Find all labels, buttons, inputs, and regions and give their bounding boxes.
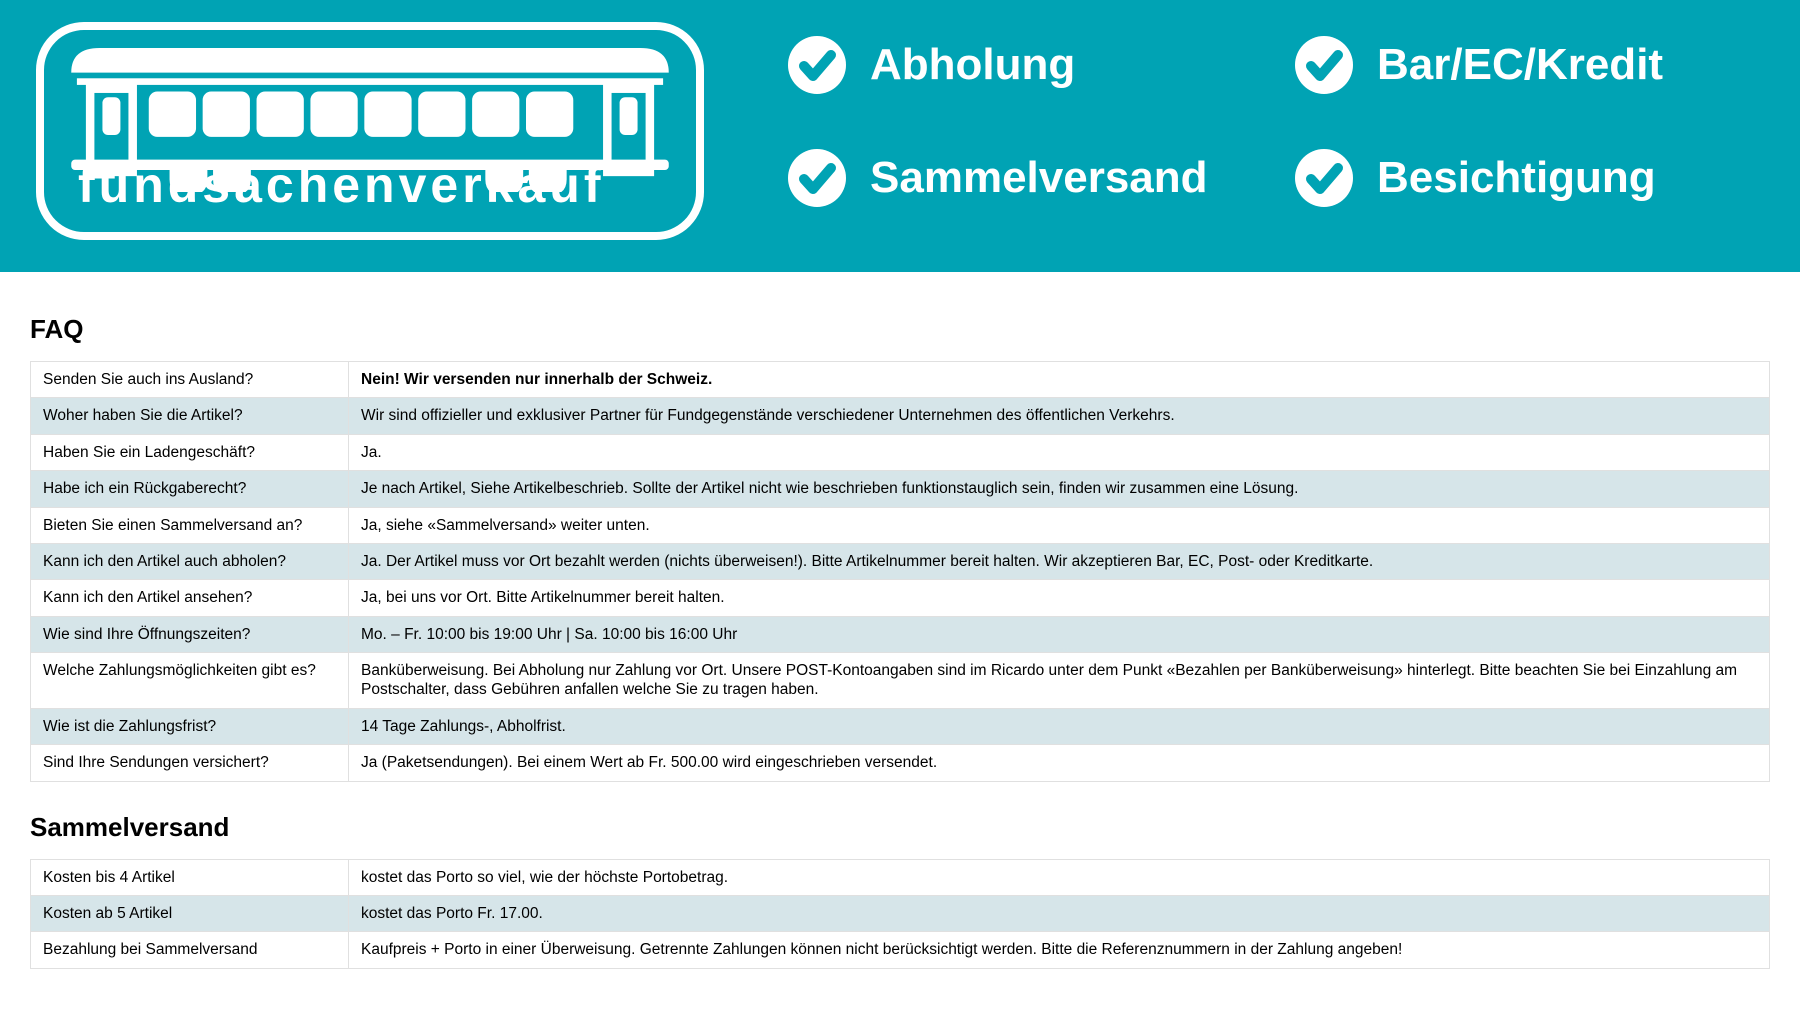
question-cell: Woher haben Sie die Artikel? (31, 398, 349, 434)
table-row (31, 471, 1770, 507)
feature-label: Besichtigung (1377, 153, 1656, 202)
answer-cell: kostet das Porto Fr. 17.00. (349, 895, 1770, 931)
sammelversand-title: Sammelversand (30, 811, 230, 842)
sammelversand-table-body (31, 859, 1770, 968)
question-cell: Sind Ihre Sendungen versichert? (31, 745, 349, 781)
faq-table (30, 361, 1770, 782)
answer-cell: Mo. – Fr. 10:00 bis 19:00 Uhr | Sa. 10:00 bis 16:00 Uhr (349, 616, 1770, 652)
check-circle-icon (1295, 36, 1353, 94)
table-row (31, 932, 1770, 968)
question-cell: Wie sind Ihre Öffnungszeiten? (31, 616, 349, 652)
question-cell: Haben Sie ein Ladengeschäft? (31, 434, 349, 470)
check-circle-icon (788, 149, 846, 207)
answer-cell: Ja, bei uns vor Ort. Bitte Artikelnummer bereit halten. (349, 580, 1770, 616)
answer-cell: kostet das Porto so viel, wie der höchste Portobetrag. (349, 859, 1770, 895)
table-row (31, 653, 1770, 709)
table-row (31, 580, 1770, 616)
question-cell: Habe ich ein Rückgaberecht? (31, 471, 349, 507)
header-banner (0, 0, 1800, 272)
feature-label: Sammelversand (870, 153, 1208, 202)
answer-cell: Wir sind offizieller und exklusiver Partner für Fundgegenstände verschiedener Unternehmen des öffentlichen Verkehrs. (349, 398, 1770, 434)
feature-label: Abholung (870, 40, 1076, 89)
sammelversand-table (30, 859, 1770, 969)
feature-sammelversand (788, 149, 1208, 207)
question-cell: Kann ich den Artikel ansehen? (31, 580, 349, 616)
content-area (0, 314, 1800, 993)
logo-wordmark: fundsachenverkauf (78, 157, 605, 213)
question-cell: Bieten Sie einen Sammelversand an? (31, 507, 349, 543)
answer-cell: Nein! Wir versenden nur innerhalb der Schweiz. (349, 362, 1770, 398)
feature-label: Bar/EC/Kredit (1377, 40, 1664, 89)
logo (36, 22, 704, 240)
question-cell: Welche Zahlungsmöglichkeiten gibt es? (31, 653, 349, 709)
table-row (31, 745, 1770, 781)
table-row (31, 859, 1770, 895)
table-row (31, 434, 1770, 470)
question-cell: Kosten bis 4 Artikel (31, 859, 349, 895)
check-circle-icon (788, 36, 846, 94)
answer-cell: Ja. Der Artikel muss vor Ort bezahlt werden (nichts überweisen!). Bitte Artikelnummer bereit halten. Wir akzeptieren Bar, EC, Post- oder Kreditkarte. (349, 543, 1770, 579)
question-cell: Bezahlung bei Sammelversand (31, 932, 349, 968)
answer-cell: Je nach Artikel, Siehe Artikelbeschrieb. Sollte der Artikel nicht wie beschrieben funktionstauglich sein, finden wir zusammen eine Lösung. (349, 471, 1770, 507)
table-row (31, 708, 1770, 744)
question-cell: Kosten ab 5 Artikel (31, 895, 349, 931)
answer-cell: Ja. (349, 434, 1770, 470)
table-row (31, 362, 1770, 398)
answer-cell: Ja, siehe «Sammelversand» weiter unten. (349, 507, 1770, 543)
feature-abholung (788, 36, 1075, 94)
table-row (31, 543, 1770, 579)
check-circle-icon (1295, 149, 1353, 207)
table-row (31, 507, 1770, 543)
answer-cell: 14 Tage Zahlungs-, Abholfrist. (349, 708, 1770, 744)
feature-bar-ec-kredit (1295, 36, 1663, 94)
table-row (31, 398, 1770, 434)
answer-cell: Kaufpreis + Porto in einer Überweisung. Getrennte Zahlungen können nicht berücksichtigt werden. Bitte die Referenznummern in der Zahlung angeben! (349, 932, 1770, 968)
feature-besichtigung (1295, 149, 1656, 207)
faq-title: FAQ (30, 314, 84, 344)
answer-cell: Banküberweisung. Bei Abholung nur Zahlung vor Ort. Unsere POST-Kontoangaben sind im Ricardo unter dem Punkt «Bezahlen per Banküberweisung» hinterlegt. Bitte beachten Sie bei Einzahlung am Postschalter, dass Gebühren anfallen welche Sie zu tragen haben. (349, 653, 1770, 709)
faq-table-body (31, 362, 1770, 782)
question-cell: Kann ich den Artikel auch abholen? (31, 543, 349, 579)
question-cell: Wie ist die Zahlungsfrist? (31, 708, 349, 744)
answer-cell: Ja (Paketsendungen). Bei einem Wert ab Fr. 500.00 wird eingeschrieben versendet. (349, 745, 1770, 781)
question-cell: Senden Sie auch ins Ausland? (31, 362, 349, 398)
table-row (31, 616, 1770, 652)
table-row (31, 895, 1770, 931)
